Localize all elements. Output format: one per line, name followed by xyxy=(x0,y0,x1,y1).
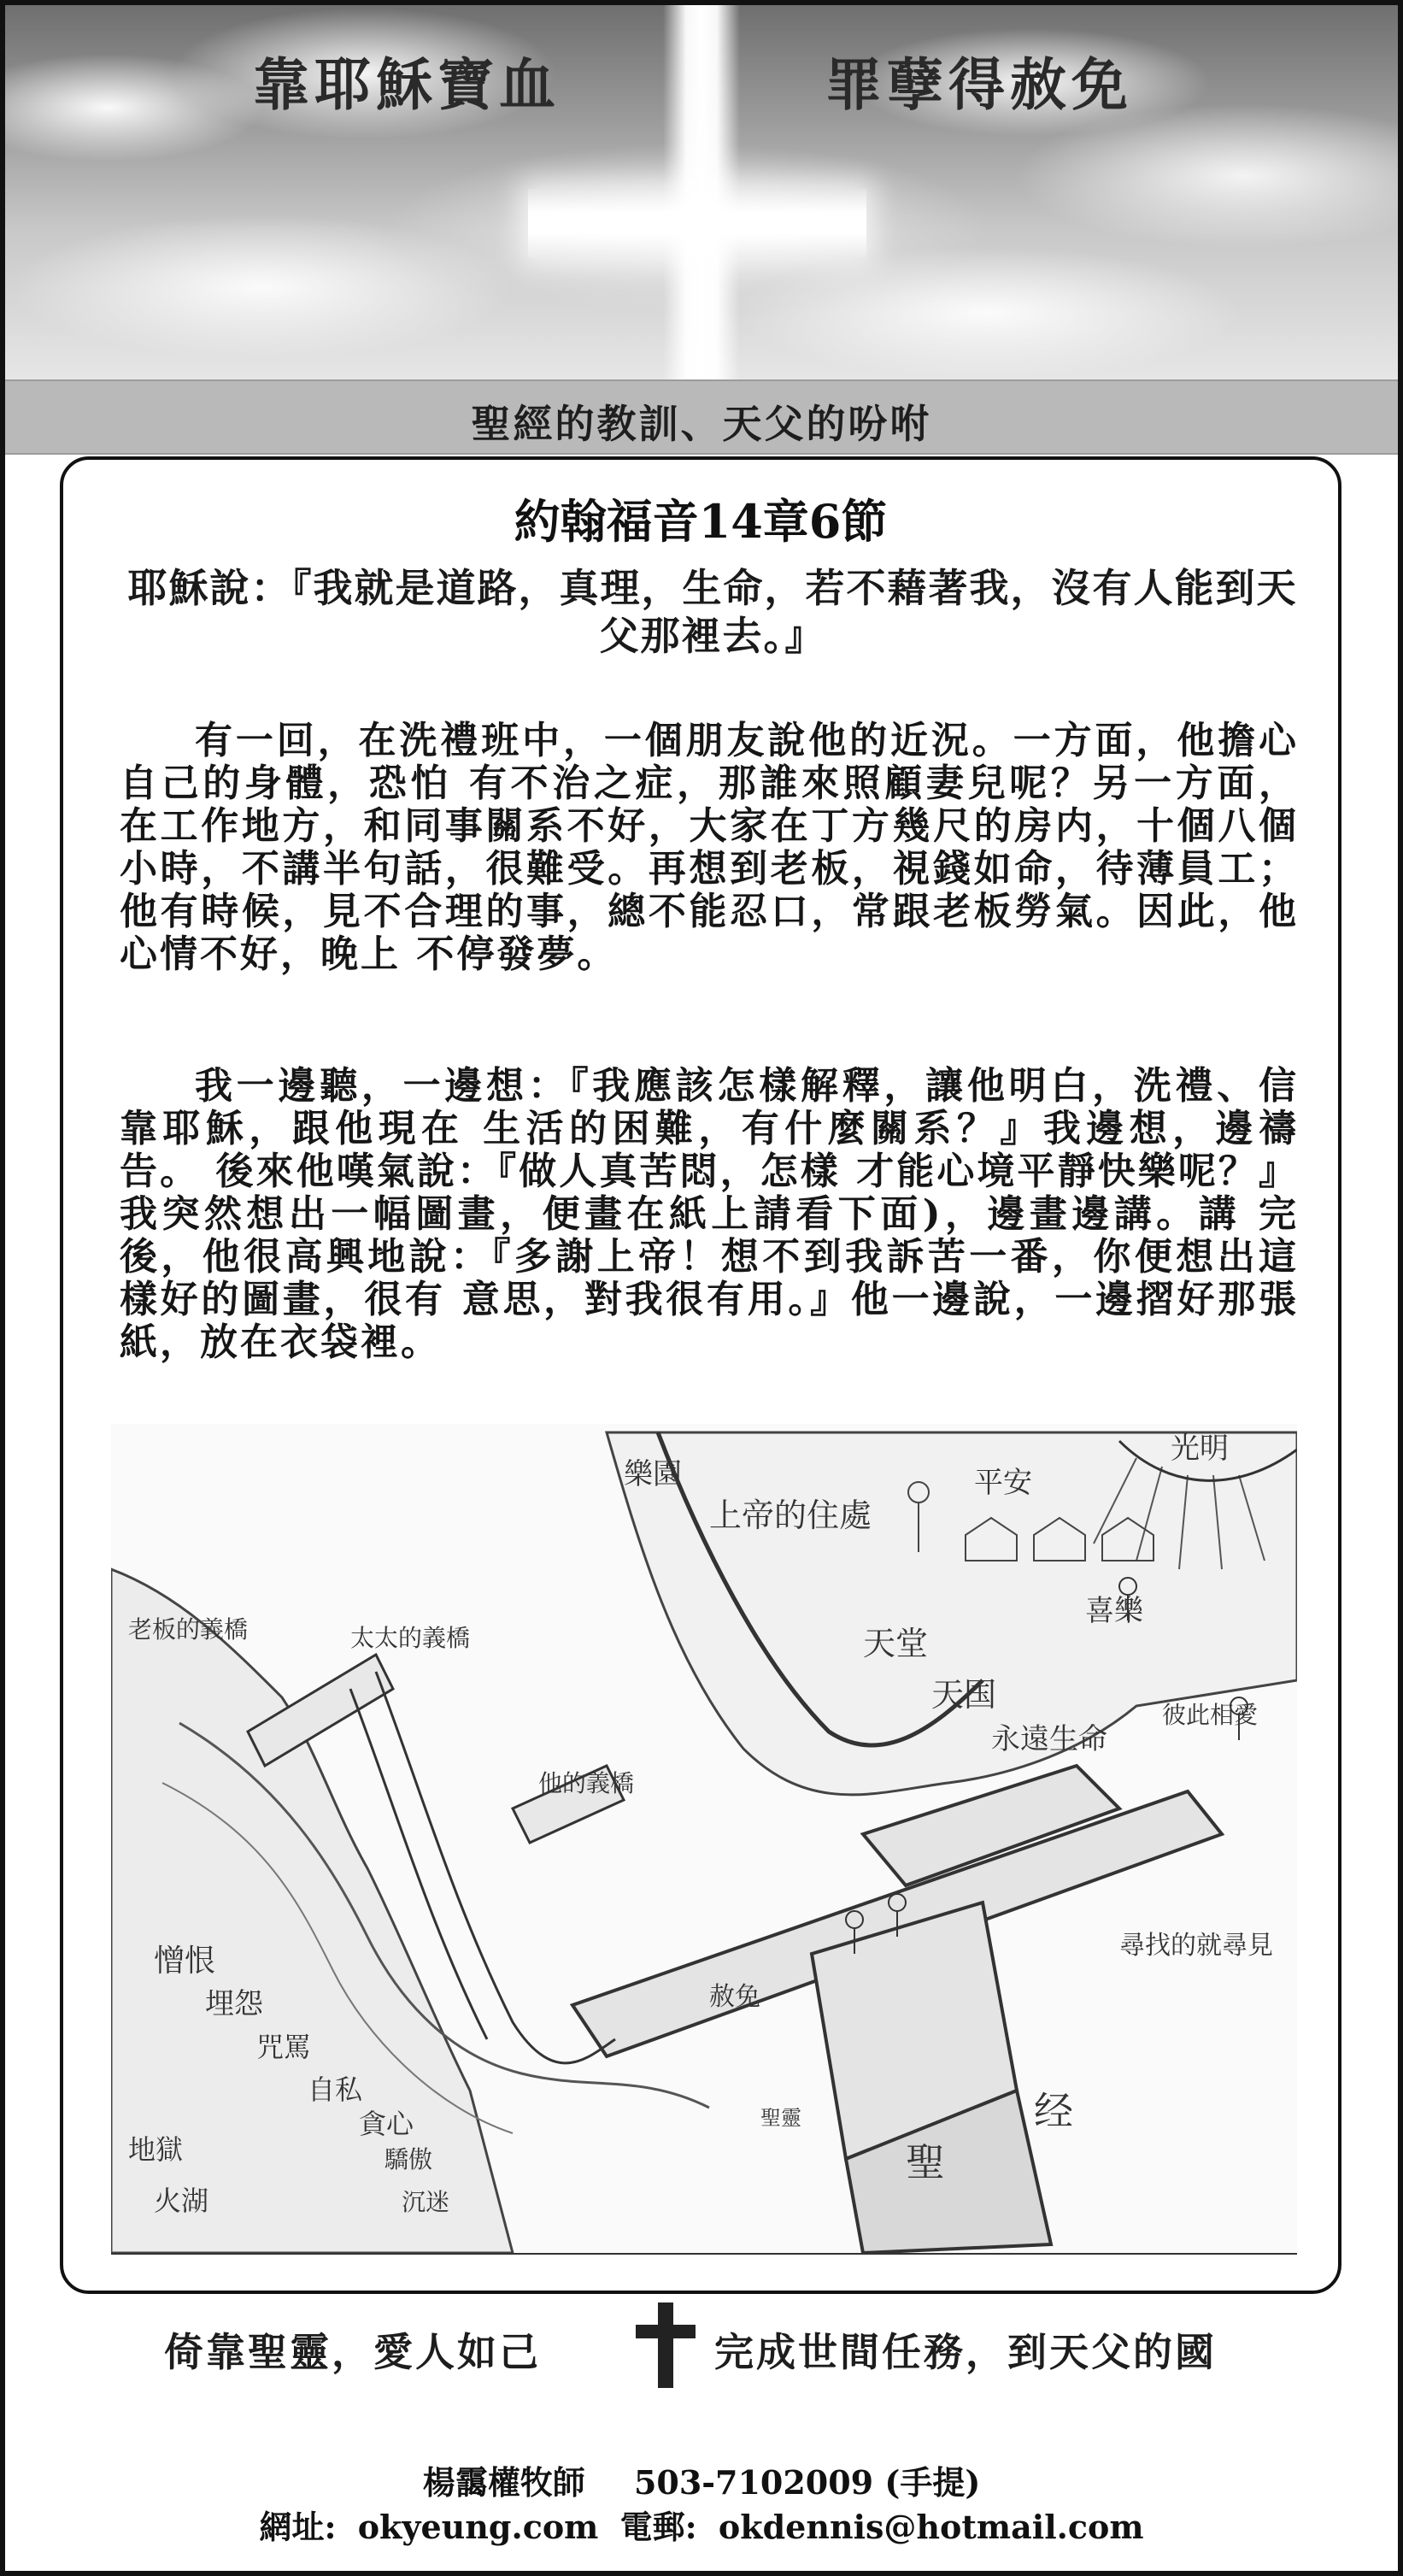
label-curse: 咒罵 xyxy=(256,2031,312,2063)
label-his-bridge: 他的義橋 xyxy=(538,1769,635,1797)
label-addiction: 沉迷 xyxy=(402,2188,450,2216)
label-boss-bridge: 老板的義橋 xyxy=(128,1615,249,1644)
banner-title-right: 罪孽得赦免 xyxy=(825,51,1133,118)
label-bible-right: 经 xyxy=(1034,2088,1073,2134)
subtitle: 聖經的教訓、天父的吩咐 xyxy=(471,401,932,447)
label-fire-lake: 火湖 xyxy=(154,2185,209,2217)
story-paragraph-2: 我一邊聽，一邊想：『我應該怎樣解釋，讓他明白，洗禮、信靠耶穌，跟他現在 生活的困難，有什麼關系？』我邊想，邊禱告。 後來他嘆氣說：『做人真苦悶，怎樣 才能心境平靜快樂呢？』我突然想出一幅圖畫，便畫在紙上請看下面)，邊畫邊講。講 完後，他很高興地說：『多謝上帝！想不到我訴苦一番，你便想出這樣好的圖畫，很有 意思，對我很有用。』他一邊說，一邊摺好那張紙，放在衣袋裡。 xyxy=(120,1064,1299,1364)
footer-contact xyxy=(5,2456,1398,2503)
label-wife-bridge: 太太的義橋 xyxy=(350,1624,471,1652)
label-light: 光明 xyxy=(1171,1432,1229,1466)
motto-left: 倚靠聖靈，愛人如己 xyxy=(164,2329,541,2375)
sketch-illustration xyxy=(111,1424,1297,2255)
verse-quote: 耶穌說：『我就是道路，真理，生命，若不藉著我，沒有人能到天父那裡去。』 xyxy=(127,565,1298,659)
label-kingdom: 天国 xyxy=(931,1676,997,1714)
label-peace: 平安 xyxy=(974,1466,1032,1500)
motto-right: 完成世間任務，到天父的國 xyxy=(714,2329,1217,2375)
website-label: 網址: xyxy=(259,2508,337,2546)
label-eternal-life: 永遠生命 xyxy=(991,1722,1107,1756)
pastor-name: 楊靄權牧師 xyxy=(422,2463,585,2502)
content-box xyxy=(60,456,1341,2294)
label-holy-spirit: 聖靈 xyxy=(760,2106,801,2130)
email-link[interactable]: okdennis@hotmail.com xyxy=(718,2508,1144,2546)
story-paragraph-1: 有一回，在洗禮班中，一個朋友說他的近況。一方面，他擔心自己的身體，恐怕 有不治之症，那誰來照顧妻兒呢？另一方面，在工作地方，和同事關系不好，大家在丁方幾尺的房内，十個八個小時，不講半句話，很難受。再想到老板，視錢如命，待薄員工；他有時候，見不合理的事，總不能忍口，常跟老板勞氣。因此，他心情不好，晚上 不停發夢。 xyxy=(120,719,1299,976)
light-cross-horizontal xyxy=(528,189,866,257)
header-banner xyxy=(5,5,1398,379)
cross-icon xyxy=(636,2303,696,2388)
website-link[interactable]: okyeung.com xyxy=(357,2508,599,2546)
label-hell: 地獄 xyxy=(128,2133,184,2166)
banner-title-left: 靠耶穌寶血 xyxy=(253,51,561,118)
label-love-each-other: 彼此相愛 xyxy=(1162,1701,1259,1729)
label-gods-dwelling: 上帝的住處 xyxy=(709,1497,872,1534)
email-label: 電郵: xyxy=(619,2508,697,2546)
phone-number: 503-7102009 (手提) xyxy=(633,2463,981,2502)
label-complain: 埋怨 xyxy=(205,1987,263,2021)
label-greedy: 貪心 xyxy=(359,2108,414,2140)
label-forgiveness: 赦免 xyxy=(709,1982,760,2012)
label-bible-left: 聖 xyxy=(906,2139,945,2185)
sketch-drawing xyxy=(111,1424,1297,2253)
label-seek: 尋找的就尋見 xyxy=(1119,1931,1273,1961)
verse-reference: 約翰福音14章6節 xyxy=(514,494,888,549)
label-proud: 驕傲 xyxy=(385,2145,433,2173)
cross-bridge xyxy=(572,1766,1222,2253)
label-hate: 憎恨 xyxy=(154,1944,216,1979)
label-joy: 喜樂 xyxy=(1085,1594,1143,1628)
label-paradise: 樂園 xyxy=(624,1457,682,1491)
label-heaven: 天堂 xyxy=(863,1625,929,1662)
footer-web xyxy=(5,2501,1398,2548)
subtitle-bar xyxy=(5,379,1398,455)
label-selfish: 自私 xyxy=(308,2073,363,2106)
